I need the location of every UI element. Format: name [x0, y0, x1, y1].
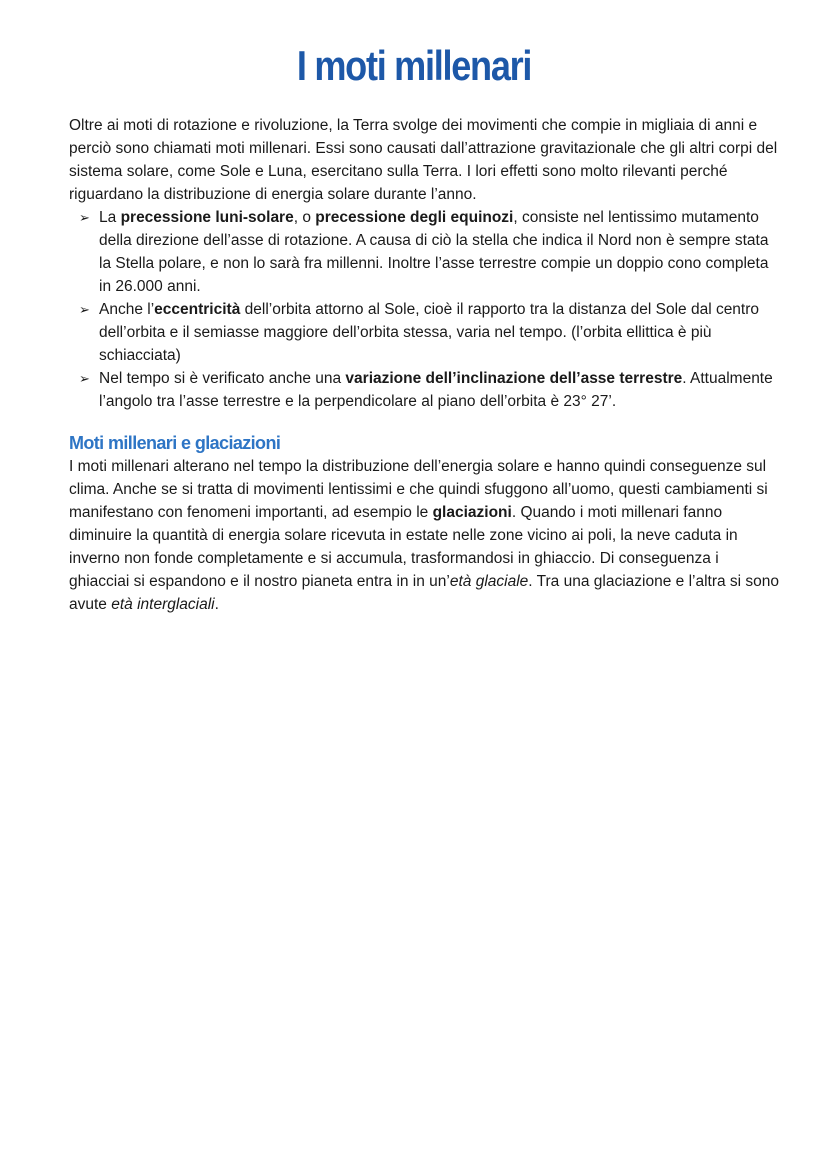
arrow-bullet-icon: ➢	[79, 210, 90, 225]
bullet-eccentricity	[69, 298, 781, 367]
italic-term: età glaciale	[449, 573, 529, 590]
bullet-text: , consiste nel lentissimo mutamento della direzione dell’asse di rotazione. A causa di ciò la stella che indica il Nord non è sempre stata la Stella polare, e non lo sarà fra millenni. Inoltre l’asse terrestre compie un doppio cono completa in 26.000 anni.	[99, 209, 769, 295]
bullet-list	[69, 206, 781, 413]
section-heading: Moti millenari e glaciazioni	[69, 433, 281, 453]
bullet-text: La	[99, 209, 121, 226]
paragraph-text: I moti millenari alterano nel tempo la distribuzione dell’energia solare e hanno quindi conseguenze sul clima. Anche se si tratta di movimenti lentissimi e che quindi sfuggono all’uomo, questi cambiamenti si manifestano con fenomeni importanti, ad esempio le	[69, 458, 768, 521]
document-body	[69, 114, 781, 616]
glaciations-paragraph	[69, 455, 781, 616]
arrow-bullet-icon: ➢	[79, 302, 90, 317]
paragraph-text: . Tra una glaciazione e l’altra si sono avute	[69, 573, 780, 613]
italic-term: età interglaciali	[111, 596, 215, 613]
bold-term: variazione dell’inclinazione dell’asse terrestre	[345, 370, 683, 387]
intro-paragraph: Oltre ai moti di rotazione e rivoluzione, la Terra svolge dei movimenti che compie in migliaia di anni e perciò sono chiamati moti millenari. Essi sono causati dall’attrazione gravitazionale che gli altri corpi del sistema solare, come Sole e Luna, esercitano sulla Terra. I lori effetti sono molto rilevanti perché riguardano la distribuzione di energia solare durante l’anno.	[69, 117, 778, 203]
paragraph-text: .	[214, 596, 219, 613]
page-title: I moti millenari	[296, 42, 532, 89]
bullet-text: , o	[293, 209, 316, 226]
bullet-text: Anche l’	[99, 301, 155, 318]
bold-term: glaciazioni	[432, 504, 512, 521]
bullet-text: dell’orbita attorno al Sole, cioè il rapporto tra la distanza del Sole dal centro dell’orbita e il semiasse maggiore dell’orbita stessa, varia nel tempo. (l’orbita ellittica è più schiacciata)	[99, 301, 760, 364]
bullet-precession	[69, 206, 781, 298]
bold-term: eccentricità	[154, 301, 241, 318]
bold-term: precessione luni-solare	[120, 209, 294, 226]
bullet-text: Nel tempo si è verificato anche una	[99, 370, 346, 387]
paragraph-text: . Quando i moti millenari fanno diminuire la quantità di energia solare ricevuta in estate nelle zone vicino ai poli, la neve caduta in inverno non fonde completamente e si accumula, trasformandosi in ghiaccio. Di conseguenza i ghiacciai si espandono e il nostro pianeta entra in in un’	[69, 504, 738, 590]
bold-term: precessione degli equinozi	[315, 209, 514, 226]
arrow-bullet-icon: ➢	[79, 371, 90, 386]
bullet-inclination	[69, 367, 781, 413]
bullet-text: . Attualmente l’angolo tra l’asse terrestre e la perpendicolare al piano dell’orbita è 23° 27’.	[99, 370, 773, 410]
